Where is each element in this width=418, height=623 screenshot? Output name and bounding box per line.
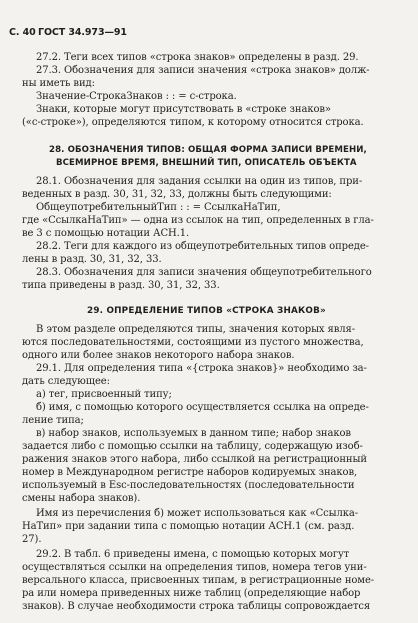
text-line: ве 3 с помощью нотации АСН.1. [22,228,190,239]
text-line: в) набор знаков, используемых в данном типе; набор знаков [36,428,351,439]
text-line: 29.2. В табл. 6 приведены имена, с помощью которых могут [36,549,350,560]
text-line: Значение-СтрокаЗнаков : : = с-строка. [36,91,237,102]
text-line: ра или номера приведенных ниже таблиц (определяющие набор [22,588,361,599]
text-line: 28.2. Теги для каждого из общеупотребительных типов опреде- [36,241,369,252]
section-heading-28-line2: ВСЕМИРНОЕ ВРЕМЯ, ВНЕШНИЙ ТИП, ОПИСАТЕЛЬ ОБЪЕКТА [56,158,357,168]
text-line: Имя из перечисления б) может использоваться как «Ссылка- [36,508,359,519]
text-line: 28.1. Обозначения для задания ссылки на один из типов, при- [36,176,363,187]
text-line: В этом разделе определяются типы, значения которых явля- [36,324,356,335]
text-line: 29.1. Для определения типа «{строка знаков}» необходимо за- [36,363,367,374]
standard-title: ГОСТ 34.973—91 [38,27,127,38]
text-line: ОбщеупотребительныйТип : : = СсылкаНаТип, [36,202,281,213]
text-line: используемый в Esc-последовательностях (последовательности [22,480,355,491]
text-line: номер в Международном регистре наборов кодируемых знаков, [22,467,358,478]
text-line: одного или более знаков некоторого набора знаков. [22,350,295,361]
page-number: С. 40 [9,27,36,38]
text-line: Знаки, которые могут присутствовать в «строке знаков» [36,104,331,115]
text-line: веденных в разд. 30, 31, 32, 33, должны быть следующими: [22,189,332,200]
text-line: ны иметь вид: [22,78,95,89]
text-line: дать следующее: [22,376,110,387]
text-line: 27.3. Обозначения для записи значения «строка знаков» долж- [36,65,370,76]
text-line: версального класса, присвоенных типам, в регистрационные номе- [22,575,375,586]
text-line: ются последовательностями, состоящими из пустого множества, [22,337,364,348]
text-line: НаТип» при задании типа с помощью нотации АСН.1 (см. разд. [22,521,355,532]
text-line: 27). [22,534,42,545]
text-line: 27.2. Теги всех типов «строка знаков» определены в разд. 29. [36,52,359,63]
text-line: смены набора знаков). [22,493,141,504]
text-line: ражения знаков этого набора, либо ссылкой на регистрационный [22,454,367,465]
section-heading-28: 28. ОБОЗНАЧЕНИЯ ТИПОВ: ОБЩАЯ ФОРМА ЗАПИСИ ВРЕМЕНИ, [49,145,367,155]
text-line: где «СсылкаНаТип» — одна из ссылок на тип, определенных в гла- [22,215,374,226]
text-line: ление типа; [22,415,84,426]
text-line: («с-строке»), определяются типом, к которому относится строка. [22,117,364,128]
text-line: знаков). В случае необходимости строка таблицы сопровождается [22,601,371,612]
text-line: типа приведены в разд. 30, 31, 32, 33. [22,280,220,291]
section-heading-29: 29. ОПРЕДЕЛЕНИЕ ТИПОВ «СТРОКА ЗНАКОВ» [87,306,326,316]
text-line: б) имя, с помощью которого осуществляется ссылка на опреде- [36,402,369,413]
text-line: осуществляться ссылки на определения типов, номера тегов уни- [22,562,367,573]
text-line: лены в разд. 30, 31, 32, 33. [22,254,162,265]
text-line: задается либо с помощью ссылки на таблицу, содержащую изоб- [22,441,363,452]
text-line: а) тег, присвоенный типу; [36,389,172,400]
text-line: 28.3. Обозначения для записи значения общеупотребительного [36,267,372,278]
